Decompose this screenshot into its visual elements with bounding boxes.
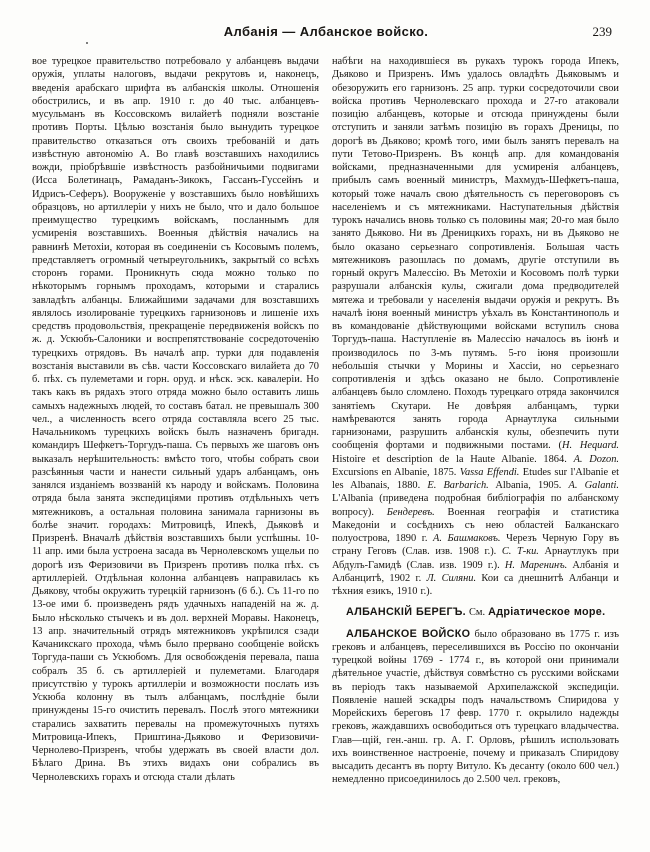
text-columns [32, 55, 620, 787]
entry-albanian-coast: АЛБАНСКІЙ БЕРЕГЪ. См. Адріатическое море. [346, 606, 606, 619]
right-column [332, 55, 619, 787]
running-head [32, 24, 620, 46]
running-head-title: Албанія — Албанское войско. [223, 24, 429, 39]
left-column [32, 55, 319, 787]
entry-albanian-army: АЛБАНСКОЕ ВОЙСКО было образовано въ 1775 г. изъ грековъ и албанцевъ, переселившихся въ Россію по окончаніи турецкой войны 1769 - 1774 г., въ которой они принимали дѣятельное участіе, дѣйствуя совмѣстно съ русскими войсками въ періодъ такъ называемой Архипелажской экспедиціи. Появленіе нашей эскадры подъ начальствомъ Спиридова у Морейскихъ береговъ 17 февр. 1770 г. окрылило надежды грековъ, жаждавшихъ освободиться отъ турецкаго владычества. Глав—щій, ген.-анш. гр. А. Г. Орловъ, рѣшилъ использовать ихъ воинственное настроеніе, почему и приказалъ Спиридову высадить десантъ въ порту Витуло. Къ десанту (около 600 чел.) немедленно присоединилось до 2.500 чел. грековъ, [332, 627, 620, 786]
page-number: 239 [592, 24, 612, 39]
article-albania-conclusion: набѣги на находившіеся въ рукахъ турокъ города Ипекъ, Дьяково и Призренъ. Имъ удалось овладѣть Дьяковымъ и обезоружить его гарнизонъ. 25 апр. турки сосредоточили свои войска противъ Чернолевскаго прохода и 27-го атаковали позицію албанцевъ, которые и отсюда принуждены были отступить и заняли затѣмъ позицію въ горахъ Дреницы, по дорогѣ въ Дьяково; кромѣ того, ими былъ занятъ перевалъ на пути Тетово-Призренъ. Въ концѣ апр. для командованія войсками, предназначенными для усмиренія албанцевъ, прибылъ самъ военный министръ, Махмудъ-Шефкетъ-паша, который тоже началъ свою дѣятельность съ переговоровъ съ населеніемъ и съ мятежниками. Наступательныя дѣйствія турокъ начались вновь только съ половины мая; 20-го мая было занято Дьяково. Ни въ Дреницкихъ горахъ, ни въ Дьяково не было оказано серьезнаго сопротивленія. Большая часть мятежниковъ разошлась по домамъ, другіе отступили въ горный округъ Малессію. Въ Метохіи и Косовомъ полѣ турки разрушали албанскія кулы, сжигали дома предводителей мятежа и требовали у населенія выдачи оружія и рекрутъ. Въ началѣ іюня военный министръ уѣхалъ въ Константинополь и въ командованіе дѣйствующими войсками вступилъ снова Торгудъ-паша. Наступленіе въ Малессію началось въ іюнѣ и производилось по 3-мъ путямъ. 5-го іюня произошли небольшія стычки у Морины и Хассіи, но серьезнаго сопротивленія и здѣсь оказано не было. Сопротивленіе албанцевъ было сломлено. Походъ турецкаго отряда закончился занятіемъ Скутари. Не довѣряя албанцамъ, турки намѣреваются занять города Арнаутлука сильными гарнизонами, разрушить албанскія кулы, обезпечить пути сообщенія фортами и подвижными постами. (Н. Hequard. Histoire et description de la Haute Albanie. 1864. A. Dozon. Excursions en Albanie, 1875. Vassa Effendi. Etudes sur l'Albanie et les Albanais, 1880. E. Barbarich. Albania, 1905. A. Galanti. L'Albania (приведена подробная библіографія по албанскому вопросу). Бендеревъ. Военная географія и статистика Македоніи и сосѣднихъ съ нею областей Балканскаго полуострова, 1890 г. А. Башмаковъ. Черезъ Черную Гору въ страну Геговъ (Слав. изв. 1908 г.). С. Т-ки. Арнаутлукъ при Абдулъ-Гамидѣ (Слав. изв. 1909 г.). Н. Маренинъ. Албанія и Албанцитѣ, 1902 г. Л. Силяни. Кои са днешнитѣ Албанци и тѣхния езикъ, 1910 г.). [332, 56, 620, 597]
article-albania-continuation: вое турецкое правительство потребовало у албанцевъ выдачи оружія, уплаты налоговъ, выдачи рекрутовъ и, наконецъ, введенія арабскаго шрифта въ албанскія школы. Отношенія обострились, и въ апр. 1910 г. до 40 тыс. албанцевъ-мусульманъ въ Коссовскомъ вилайетѣ подняли возстаніе противъ Порты. Цѣлью возстанія было вынудить турецкое правительство отказаться отъ своихъ требованій и дать извѣстную автономію А. Во главѣ возставшихъ находились вожди, пріобрѣвшіе извѣстность разбойничьими подвигами (Исса Болетинацъ, Рамаданъ-Зикокъ, Гассанъ-Гуссейнъ и Идрисъ-Сеферъ). Вооруженіе у возставшихъ было новѣйшихъ образцовъ, но артиллеріи у нихъ не было, что и дало большое преимущество турецкимъ войскамъ, посланнымъ для усмиренія возставшихъ. Военныя дѣйствія начались на равнинѣ Метохіи, которая въ соединеніи съ Косовымъ полемъ, представляетъ огромный четыреугольникъ, закрытый со всѣхъ сторонъ горами. Проникнуть сюда можно только по нѣкоторымъ горнымъ проходамъ, которыми и старались завладѣть албанцы. Ближайшими задачами для возставшихъ являлось изолированіе турецкихъ гарнизоновъ и лишеніе ихъ средствъ продовольствія, прекращеніе передвиженія войскъ по ж. д. Ускюбъ-Салоники и воспрепятствованіе сосредоточенію турецкихъ отрядовъ. Въ началѣ апр. турки для подавленія возстанія выставили въ сѣв. части Коссовскаго вилайета до 70 б. пѣх. съ пулеметами и горн. оруд. и нѣск. эск. кавалеріи. Но такъ какъ въ рядахъ этого отряда можно было оставить лишь самыхъ надежныхъ людей, то составъ батал. не превышалъ 300 чел., а численность всего отряда составляла всего 25 тыс. Начальникомъ турецкихъ войскъ былъ назначенъ бригадн. командиръ Шефкетъ-Торгудъ-паша. Съ первыхъ же шаговъ онъ выказалъ нерѣшительность: вмѣсто того, чтобы собрать свои разсѣянныя части и нанести сильный ударъ албанцамъ, онъ занялся изданіемъ воззваній къ народу и войскамъ. Половина отряда была занята экспедиціями противъ отдѣльныхъ четъ мятежниковъ, а остальная половина занимала гарнизоны въ болѣе значит. городахъ: Митровицѣ, Ипекѣ, Дьяковѣ и Призренѣ. Вначалѣ дѣйствія возставшихъ были успѣшны. 10-11 апр. ими была устроена засада въ Чернолевскомъ ущельи по дорогѣ изъ Феризовичи въ Призренъ противъ полка пѣх. съ артиллеріей. Отдѣльная колонна албанцевъ направилась къ Дьякову, чтобы окружить турецкій гарнизонъ (6 б.). Съ 11-го по 13-ое ими б. произведенъ рядъ удачныхъ нападеній на ж. д. Было нѣсколько стычекъ и въ дол. верхней Моравы. Наконецъ, 13 апр. значительный отрядъ мятежниковъ укрѣпился сзади Качаникскаго прохода, чѣмъ было прервано сообщеніе войскъ Торгуда-паши съ Ускюбомъ. Для освобожденія перевала, паша собралъ 35 б. съ артиллеріей и пулеметами. Благодаря присутствію у турокъ артиллеріи и возможности послать изъ Ускюба колонну въ тылъ албанцамъ, послѣдніе были принуждены 15-го очистить перевалъ. Послѣ этого мятежники старались захватить перевалы на промежуточныхъ путяхъ Митровица-Ипекъ, Приштина-Дьяково и Феризовичи-Чернолево-Призренъ, чтобы удержать въ своей власти дол. Бѣлаго Дрина. Въ этихъ видахъ они собрались въ Чернолевскихъ горахъ и отсюда стали дѣлать [32, 56, 319, 783]
